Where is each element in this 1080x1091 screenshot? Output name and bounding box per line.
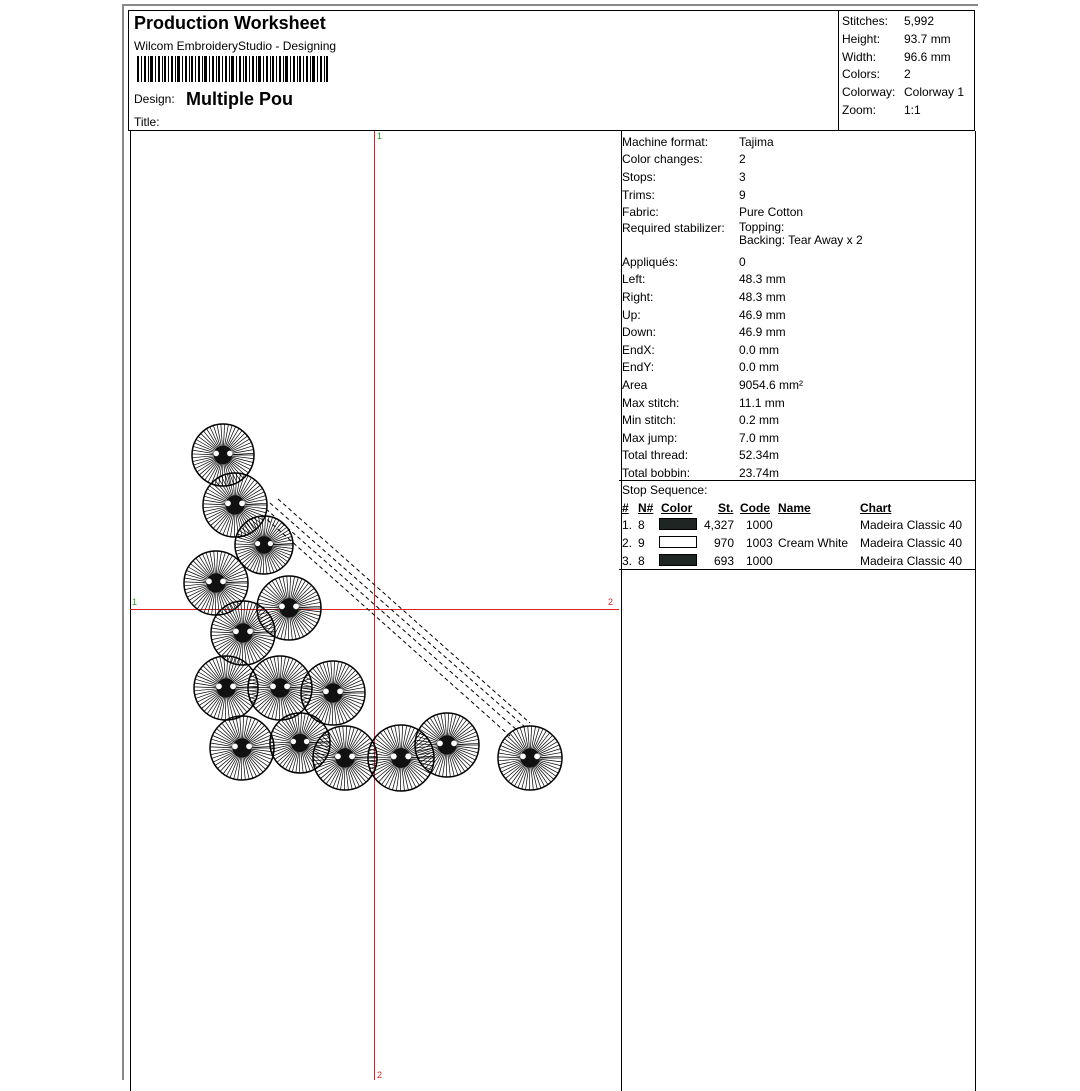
stop-chart: Madeira Classic 40 [860,554,962,568]
design-label: Design: [134,92,175,106]
info-value: 3 [739,170,746,184]
stat-label: Colors: [842,66,904,84]
axis-label-right: 2 [608,597,613,607]
color-swatch [659,536,697,548]
col-header-needle: N# [638,501,653,515]
info-label: Area [622,378,739,392]
info-row [622,151,863,169]
info-label: Min stitch: [622,413,739,427]
header-divider [838,10,839,131]
pouf-motifs [184,424,562,791]
stat-value: Colorway 1 [904,84,964,102]
stat-row [842,31,964,49]
info-value: 46.9 mm [739,308,786,322]
pouf-motif [257,576,321,640]
info-row [622,341,863,359]
color-swatch [659,554,697,566]
col-header-stitches: St. [718,501,733,515]
info-value: 2 [739,152,746,166]
barcode-icon [137,56,329,82]
pouf-motif [184,551,248,615]
info-value: 0.2 mm [739,413,779,427]
info-row [622,323,863,341]
info-row [622,203,863,221]
stop-code: 1000 [746,554,773,568]
info-row [622,394,863,412]
divider [619,569,975,570]
info-value: 9054.6 mm² [739,378,803,392]
info-row [622,133,863,151]
info-row [622,464,863,482]
col-header-color: Color [661,501,692,515]
info-value: 48.3 mm [739,272,786,286]
info-row [622,306,863,324]
stat-row [842,102,964,120]
stop-needle: 9 [638,536,645,550]
pouf-motif [211,601,275,665]
stop-stitches: 4,327 [700,518,734,532]
info-value: 9 [739,188,746,202]
col-header-index: # [622,501,629,515]
info-value: Topping: [739,220,784,234]
info-label: Left: [622,272,739,286]
info-value: 52.34m [739,448,779,462]
info-label: EndX: [622,343,739,357]
info-value: 7.0 mm [739,431,779,445]
col-header-name: Name [778,501,811,515]
pouf-motif [192,424,254,486]
info-label: Fabric: [622,205,739,219]
info-label: Stops: [622,170,739,184]
info-row [622,288,863,306]
stat-row [842,66,964,84]
embroidery-preview [130,131,619,1080]
info-value: Backing: Tear Away x 2 [739,233,863,247]
info-row [622,253,863,271]
pouf-motif [415,713,479,777]
stat-value: 93.7 mm [904,31,951,49]
stop-stitches: 693 [700,554,734,568]
stat-value: 2 [904,66,911,84]
page-title: Production Worksheet [134,13,326,34]
stop-chart: Madeira Classic 40 [860,536,962,550]
info-label: EndY: [622,360,739,374]
axis-label-bottom: 2 [377,1070,382,1080]
software-name: Wilcom EmbroideryStudio - Designing [134,39,336,53]
stat-label: Height: [842,31,904,49]
pouf-motif [270,713,330,773]
title-label: Title: [134,115,160,129]
stat-value: 96.6 mm [904,49,951,67]
info-label: Right: [622,290,739,304]
stop-index: 2. [622,536,632,550]
axis-label-top: 1 [377,131,382,141]
stat-label: Stitches: [842,13,904,31]
stop-needle: 8 [638,554,645,568]
col-header-code: Code [740,501,770,515]
info-row [622,186,863,204]
col-header-chart: Chart [860,501,891,515]
info-row [622,168,863,186]
info-row [622,271,863,289]
info-row [622,411,863,429]
info-row [622,429,863,447]
info-label: Total bobbin: [622,466,739,480]
pouf-motif [203,473,267,537]
stop-code: 1000 [746,518,773,532]
stat-label: Zoom: [842,102,904,120]
stat-label: Colorway: [842,84,904,102]
info-value: 46.9 mm [739,325,786,339]
stat-row [842,13,964,31]
info-row [622,359,863,377]
design-name: Multiple Pou [186,89,293,110]
sheet-edge [122,4,978,6]
info-label: Color changes: [622,152,739,166]
info-label: Max stitch: [622,396,739,410]
info-value: 0.0 mm [739,360,779,374]
stat-row [842,84,964,102]
info-row [622,221,863,253]
info-label: Max jump: [622,431,739,445]
info-value: Tajima [739,135,774,149]
stop-name: Cream White [778,536,848,550]
info-value: 48.3 mm [739,290,786,304]
design-stats [842,13,964,120]
stop-index: 1. [622,518,632,532]
axis-label-left: 1 [132,597,137,607]
info-label: Appliqués: [622,255,739,269]
stop-stitches: 970 [700,536,734,550]
info-value: 0 [739,255,746,269]
stat-value: 5,992 [904,13,934,31]
info-value: 11.1 mm [739,396,785,410]
info-label: Required stabilizer: [622,221,739,235]
pouf-motif [210,716,274,780]
info-row [622,376,863,394]
color-swatch [659,518,697,530]
machine-info-list [622,133,863,482]
info-value: Pure Cotton [739,205,803,219]
stat-row [842,49,964,67]
info-label: Machine format: [622,135,739,149]
info-label: Total thread: [622,448,739,462]
stat-value: 1:1 [904,102,921,120]
pouf-motif [235,516,293,574]
info-label: Down: [622,325,739,339]
info-label: Up: [622,308,739,322]
stop-needle: 8 [638,518,645,532]
stop-index: 3. [622,554,632,568]
info-label: Trims: [622,188,739,202]
info-value: 23.74m [739,466,779,480]
stop-chart: Madeira Classic 40 [860,518,962,532]
info-row [622,447,863,465]
info-value: 0.0 mm [739,343,779,357]
sheet-edge [122,4,124,1080]
stop-sequence-title: Stop Sequence: [622,483,707,497]
stat-label: Width: [842,49,904,67]
stop-code: 1003 [746,536,773,550]
pouf-motif [498,726,562,790]
